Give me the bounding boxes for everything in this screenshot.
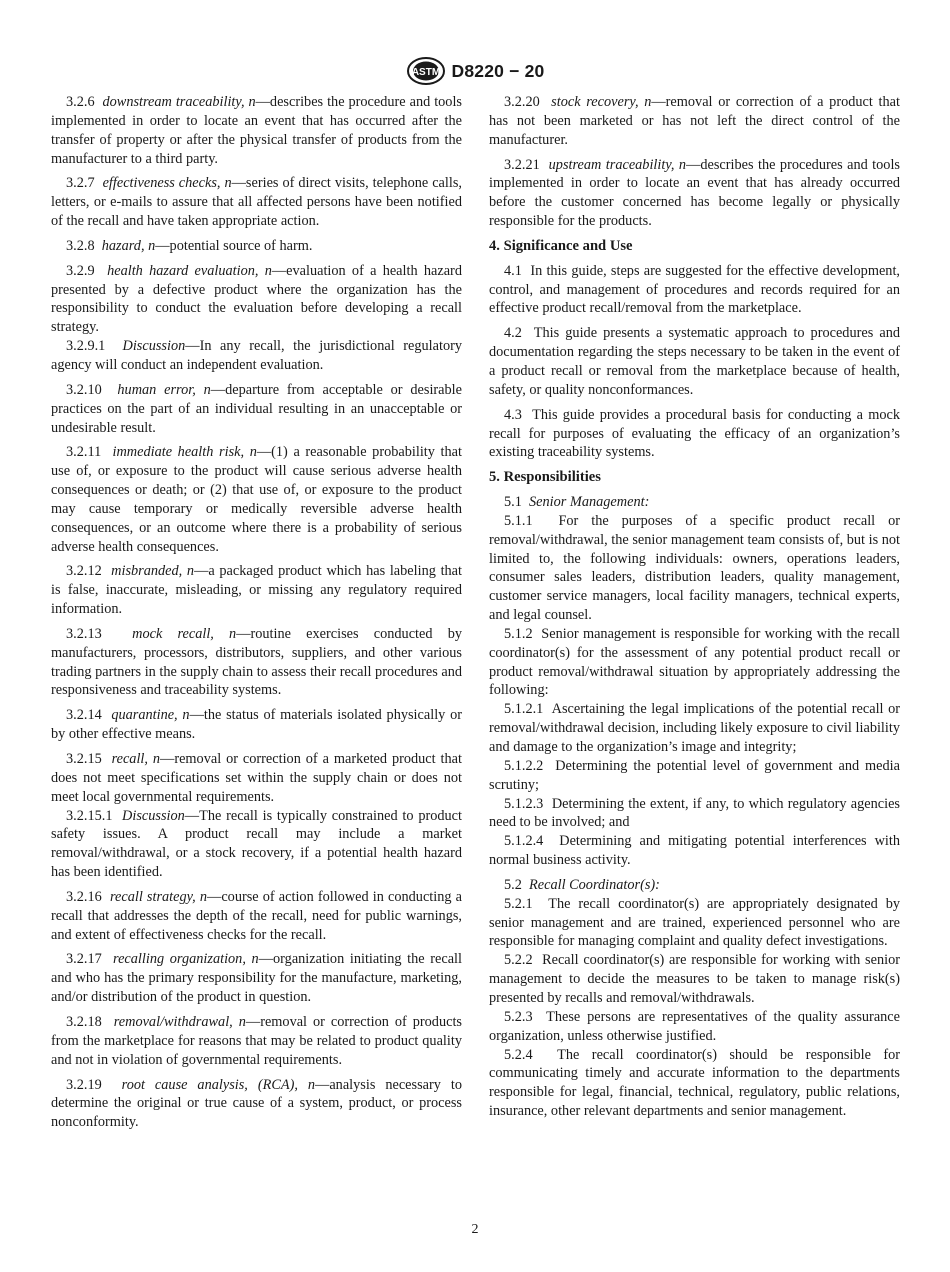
clause-paragraph [489,951,900,1008]
clause-term: quarantine, n [111,707,190,724]
clause-text: —removal or correction of products from the marketplace for reasons that may be related to product quality and not in violation of governmental requirements. [51,1013,462,1068]
clause-paragraph [51,950,462,1007]
clause-text: —removal or correction of a product that has not been marketed or has not left the direct control of the manufacturer. [489,94,900,148]
clause-term: stock recovery, n [551,94,652,110]
clause-term: hazard, n [101,237,156,254]
clause-number: 4.2 [504,325,522,342]
clause-text: —removal or correction of a marketed product that does not meet specifications set within the supply chain or does not meet local governmental requirements. [51,751,462,805]
clause-text: —the status of materials isolated physically or by other effective means. [51,707,462,743]
clause-paragraph [489,512,900,625]
clause-paragraph [489,625,900,700]
clause-number: 4.3 [504,406,522,423]
clause-term: recalling organization, n [113,951,259,968]
clause-text: —course of action followed in conducting a recall that addresses the depth of the recall, need for public warnings, and extent of effectiveness checks for the recall. [51,888,462,943]
clause-number: 5.1.2 [504,625,533,642]
clause-paragraph [489,156,900,231]
clause-paragraph [489,1046,900,1121]
clause-text: Senior management is responsible for working with the recall coordinator(s) for the assessment of any potential product recall or product removal/withdrawal situation by appropriately addressing the following: [489,625,900,699]
standard-designation: D8220 − 20 [451,60,545,81]
clause-term: human error, n [117,381,211,398]
clause-paragraph [51,93,462,168]
clause-text: —(1) a reasonable probability that use of, or exposure to the product will cause serious adverse health consequences or death; or (2) that use of, or exposure to the product may cause temporary or medically reversible adverse health consequences, or an outcome where there is a probability of serious adverse health consequences. [51,444,462,555]
clause-number: 5.1.2.2 [504,757,544,774]
clause-number: 3.2.12 [66,563,102,580]
clause-term: Recall Coordinator(s): [529,876,660,893]
clause-paragraph [489,324,900,399]
clause-paragraph [489,262,900,319]
clause-paragraph [489,1008,900,1046]
clause-number: 5.1.2.4 [504,833,544,850]
clause-number: 3.2.20 [504,94,540,110]
clause-text: This guide provides a procedural basis for conducting a mock recall for purposes of evaluating the efficacy of an organization’s existing traceability systems. [489,406,900,461]
left-column [51,93,462,1138]
clause-text: —describes the procedures and tools implemented in order to locate an event that has already occurred before the customer concerned has become legally or physically responsible for the products. [489,156,900,230]
clause-number: 3.2.7 [66,175,95,192]
clause-text: Determining the extent, if any, to which regulatory agencies need to be involved; and [489,795,900,831]
clause-text: —describes the procedure and tools implemented in order to locate an event that has occurred after the transfer of property or after the physical transfer of products from the manufacturer to a third party. [51,94,462,167]
clause-text: —organization initiating the recall and who has the primary responsibility for the manufacture, marketing, and/or distribution of the product in question. [51,951,462,1006]
clause-paragraph [489,757,900,795]
clause-number: 5.1.2.1 [504,701,544,718]
clause-paragraph [51,381,462,438]
clause-term: recall strategy, n [109,888,208,905]
clause-text: —routine exercises conducted by manufacturers, processors, distributors, suppliers, and other various trading partners in the supply chain to assess their recall procedures and responsiveness and traceability systems. [51,625,462,699]
clause-paragraph [489,832,900,870]
clause-term: upstream traceability, n [548,156,687,173]
clause-text: —The recall is typically constrained to product safety issues. A product recall may include a market removal/withdrawal, or a stock recovery, if a potential health hazard has been identified. [51,807,462,881]
section-heading: 4. Significance and Use [489,237,633,254]
clause-text: —potential source of harm. [155,237,313,254]
clause-text: For the purposes of a specific product recall or removal/withdrawal, the senior management team consists of, but is not limited to, the following individuals: owners, operations leaders, consumer sales leaders, distribution leaders, quality management, customer service managers, local facility managers, technical experts, and legal counsel. [489,512,900,624]
clause-term: downstream traceability, n [102,94,256,110]
clause-term: mock recall, n [132,625,237,642]
clause-number: 3.2.17 [66,951,102,968]
clause-text: Ascertaining the legal implications of the potential recall or removal/withdrawal decision, including likely exposure to civil liability and damage to the organization’s image and integrity; [489,701,900,755]
clause-term: Discussion [122,807,185,824]
clause-text: —analysis necessary to determine the original or true cause of a system, product, or process nonconformity. [51,1076,462,1131]
clause-number: 5.1 [504,494,522,511]
clause-text: These persons are representatives of the quality assurance organization, unless otherwise justified. [489,1008,901,1044]
clause-text: Determining the potential level of government and media scrutiny; [489,757,900,793]
clause-term: effectiveness checks, n [102,175,232,192]
clause-paragraph [489,795,900,833]
clause-paragraph [51,888,462,945]
clause-number: 5.1.2.3 [504,795,544,812]
clause-paragraph [51,750,462,807]
page-header [0,56,950,86]
clause-number: 3.2.9.1 [66,338,106,355]
clause-paragraph [489,406,900,463]
clause-paragraph [51,625,462,700]
clause-number: 3.2.9 [66,262,95,279]
clause-number: 3.2.8 [66,237,95,254]
clause-paragraph [489,876,900,895]
clause-term: Discussion [122,338,186,355]
clause-text: —series of direct visits, telephone calls, letters, or e-mails to assure that all affected persons have been notified of the recall and have taken appropriate action. [51,175,462,230]
clause-number: 3.2.19 [66,1076,102,1093]
clause-text: The recall coordinator(s) should be responsible for communicating timely and accurate information to the departments responsible for legal, financial, technical, regulatory, public relations, insurance, other relevant departments and senior management. [489,1046,901,1120]
clause-number: 3.2.13 [66,625,102,642]
clause-term: root cause analysis, (RCA), n [121,1076,316,1093]
clause-number: 3.2.11 [66,444,102,461]
clause-number: 5.2.1 [504,895,533,912]
clause-number: 5.2 [504,876,522,893]
clause-text: —departure from acceptable or desirable practices on the part of an individual resulting in an unacceptable or undesirable result. [51,381,462,436]
clause-number: 3.2.10 [66,381,102,398]
clause-number: 5.1.1 [504,512,533,529]
clause-text: —a packaged product which has labeling that is false, inaccurate, misleading, or missing any regulatory required information. [51,563,463,618]
clause-number: 3.2.21 [504,156,540,173]
clause-paragraph [51,807,462,882]
clause-number: 3.2.16 [66,888,102,905]
clause-number: 4.1 [504,262,522,279]
clause-text: Recall coordinator(s) are responsible for working with senior management to decide the measures to be taken to manage risk(s) presented by recalls and removal/withdrawals. [489,952,900,1006]
clause-paragraph [51,1013,462,1070]
astm-logo-icon [406,56,446,86]
clause-paragraph [51,237,462,256]
clause-term: misbranded, n [111,563,195,580]
clause-number: 3.2.15 [66,751,102,767]
right-column [489,93,900,1121]
clause-text: Determining and mitigating potential interferences with normal business activity. [489,833,900,869]
clause-text: This guide presents a systematic approach to procedures and documentation regarding the steps necessary to be taken in the event of a product recall or removal from the marketplace because of health, safety, or quality nonconformances. [489,325,900,398]
clause-term: Senior Management: [529,494,650,511]
clause-term: removal/withdrawal, n [113,1013,246,1030]
clause-number: 3.2.15.1 [66,807,113,824]
section-heading: 5. Responsibilities [489,469,601,486]
clause-paragraph [489,93,900,150]
clause-paragraph [51,562,462,619]
clause-paragraph [489,493,900,512]
svg-text:ASTM: ASTM [411,67,440,78]
clause-term: immediate health risk, n [112,444,257,461]
clause-term: health hazard evaluation, n [107,262,272,279]
page-number: 2 [471,1222,479,1237]
clause-paragraph [489,895,900,952]
clause-number: 3.2.6 [66,94,95,110]
clause-text: —evaluation of a health hazard presented by a defective product where the organization has the responsibility to conduct the evaluation before developing a recall strategy. [51,262,462,336]
clause-text: The recall coordinator(s) are appropriately designated by senior management and are trained, experienced personnel who are responsible for managing complaint and quality defect investigations. [489,895,900,950]
clause-paragraph [51,174,462,231]
clause-term: recall, n [111,751,161,767]
clause-number: 5.2.3 [504,1008,533,1025]
clause-paragraph [51,262,462,337]
clause-number: 5.2.4 [504,1046,533,1063]
clause-paragraph [51,337,462,375]
clause-paragraph [489,700,900,757]
clause-paragraph [51,1076,462,1133]
clause-paragraph [51,706,462,744]
clause-text: In this guide, steps are suggested for the effective development, control, and management of procedures and records required for an effective product recall/removal from the marketplace. [489,262,900,317]
clause-number: 3.2.14 [66,707,102,724]
clause-text: —In any recall, the jurisdictional regulatory agency will conduct an independent evaluation. [51,338,462,373]
clause-paragraph [51,443,462,556]
clause-number: 5.2.2 [504,952,533,969]
clause-number: 3.2.18 [66,1013,102,1030]
